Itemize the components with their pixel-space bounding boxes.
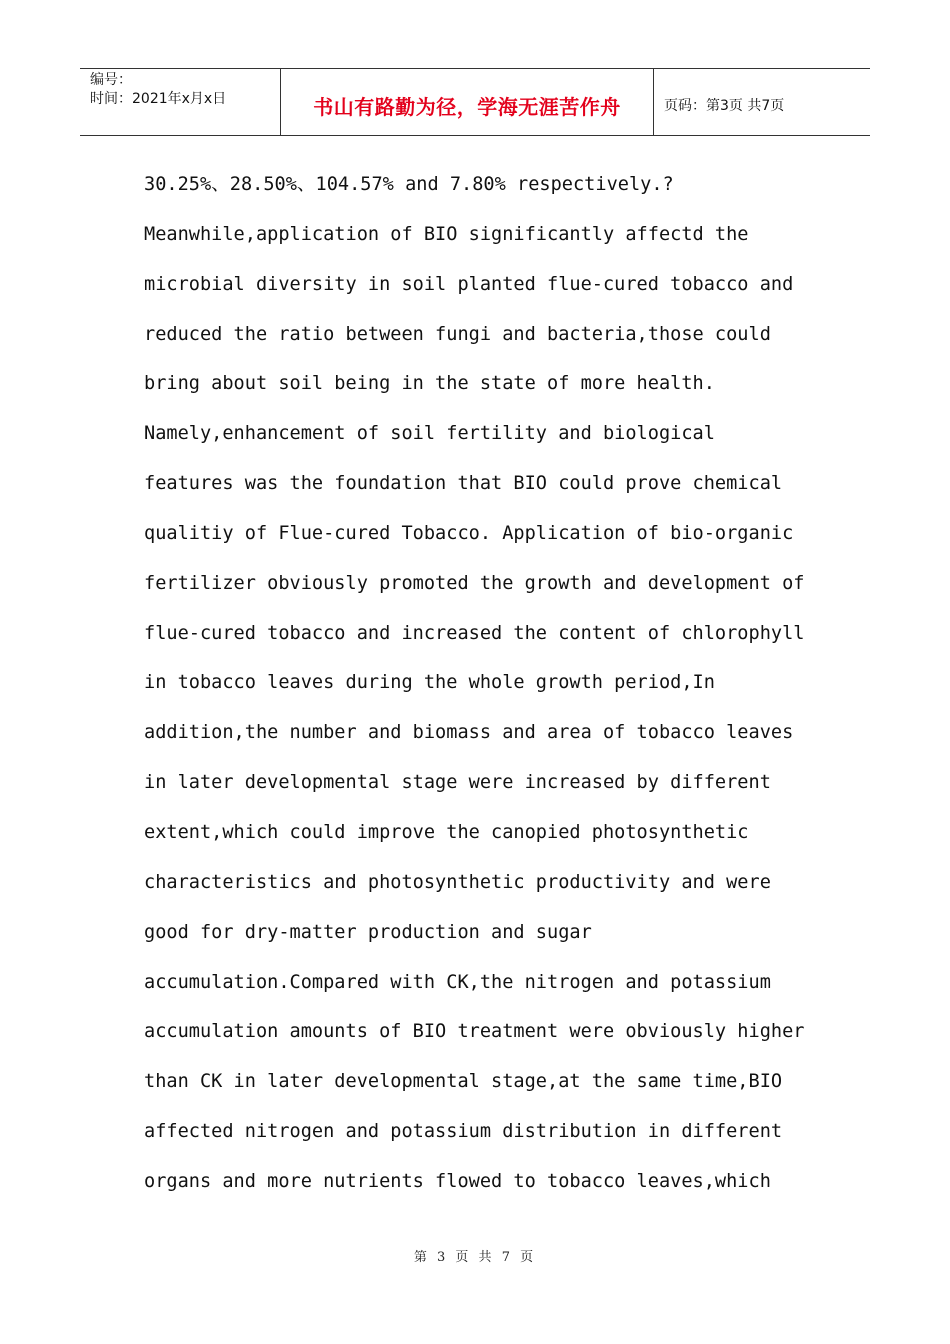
header-page-cell — [654, 69, 870, 135]
page-header — [80, 68, 870, 136]
body-text-line: characteristics and photosynthetic productivity and were — [144, 871, 771, 893]
body-text-line: flue-cured tobacco and increased the content of chlorophyll — [144, 622, 805, 644]
body-text-line: 30.25%、28.50%、104.57% and 7.80% respectively.? — [144, 174, 674, 195]
body-text — [144, 168, 824, 1215]
body-text-line: bring about soil being in the state of more health. — [144, 373, 715, 395]
header-motto: 书山有路勤为径，学海无涯苦作舟 — [313, 94, 621, 119]
body-text-line: microbial diversity in soil planted flue-cured tobacco and — [144, 273, 794, 295]
body-text-line: features was the foundation that BIO could prove chemical — [144, 473, 783, 495]
body-text-line: good for dry-matter production and sugar — [144, 921, 592, 943]
body-text-line: organs and more nutrients flowed to tobacco leaves,which — [144, 1170, 771, 1192]
body-text-line: accumulation amounts of BIO treatment were obviously higher — [144, 1021, 805, 1043]
body-text-line: Namely,enhancement of soil fertility and biological — [144, 423, 715, 445]
body-text-line: affected nitrogen and potassium distribution in different — [144, 1121, 783, 1143]
body-text-line: fertilizer obviously promoted the growth and development of — [144, 572, 805, 594]
header-motto-cell — [281, 69, 654, 135]
body-text-line: reduced the ratio between fungi and bacteria,those could — [144, 323, 771, 345]
body-text-line: qualitiy of Flue-cured Tobacco. Application of bio-organic — [144, 522, 794, 544]
header-meta-cell — [80, 69, 281, 135]
body-text-line: in tobacco leaves during the whole growth period,In — [144, 672, 715, 694]
body-text-line: in later developmental stage were increased by different — [144, 772, 771, 794]
page-footer: 第 3 页 共 7 页 — [413, 1250, 537, 1265]
document-number-label: 编号： — [90, 72, 132, 88]
body-text-line: Meanwhile,application of BIO significantly affectd the — [144, 223, 749, 245]
body-text-line: addition,the number and biomass and area of tobacco leaves — [144, 722, 794, 744]
body-text-line: extent,which could improve the canopied photosynthetic — [144, 821, 749, 843]
header-page-info: 页码：第3页 共7页 — [664, 98, 785, 114]
body-text-line: accumulation.Compared with CK,the nitrogen and potassium — [144, 971, 771, 993]
body-text-line: than CK in later developmental stage,at the same time,BIO — [144, 1071, 783, 1093]
document-date: 时间：2021年x月x日 — [90, 91, 227, 107]
